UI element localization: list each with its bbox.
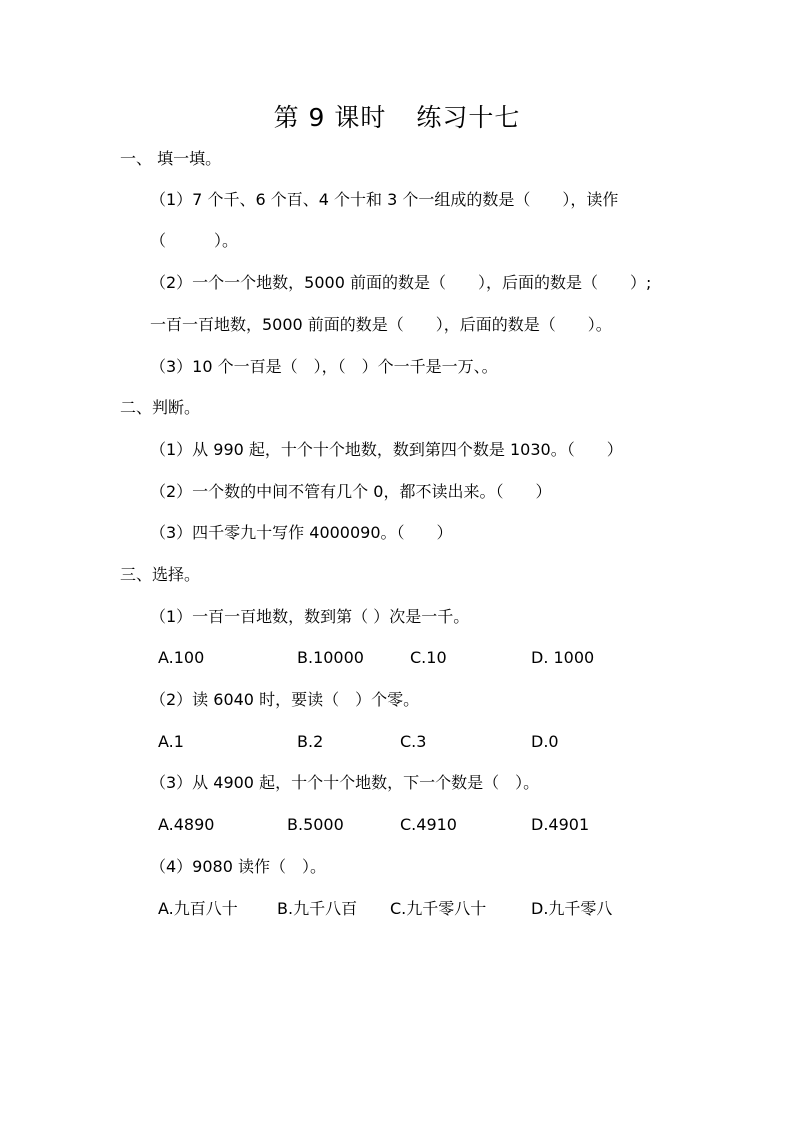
section-2-line: （2）一个数的中间不管有几个 0，都不读出来。（ ） bbox=[150, 482, 552, 501]
option-a: A.九百八十 bbox=[158, 899, 238, 918]
section-2-line: （3）四千零九十写作 4000090。（ ） bbox=[150, 523, 453, 542]
option-a: A.100 bbox=[158, 648, 205, 667]
option-d: D.九千零八 bbox=[531, 899, 613, 918]
option-d: D.4901 bbox=[531, 815, 590, 834]
page-title bbox=[0, 98, 794, 134]
section-3-question: （4）9080 读作（ ）。 bbox=[150, 857, 326, 876]
section-3-question: （1）一百一百地数，数到第（ ）次是一千。 bbox=[150, 607, 470, 626]
section-2-line: （1）从 990 起，十个十个地数，数到第四个数是 1030。（ ） bbox=[150, 440, 623, 459]
section-1-line: （3）10 个一百是（ ），（ ）个一千是一万、。 bbox=[150, 357, 498, 376]
section-2-heading: 二、判断。 bbox=[120, 398, 201, 417]
option-a: A.1 bbox=[158, 732, 184, 751]
section-3-question: （3）从 4900 起，十个十个地数，下一个数是（ ）。 bbox=[150, 773, 540, 792]
option-c: C.10 bbox=[410, 648, 447, 667]
option-d: D.0 bbox=[531, 732, 559, 751]
title-topic: 练习十七 bbox=[416, 103, 521, 132]
option-c: C.3 bbox=[400, 732, 427, 751]
title-lesson: 第 9 课时 bbox=[273, 103, 387, 132]
option-d: D. 1000 bbox=[531, 648, 595, 667]
section-1-line: （1）7 个千、6 个百、4 个十和 3 个一组成的数是（ ），读作 bbox=[150, 190, 619, 209]
section-1-line: 一百一百地数，5000 前面的数是（ ），后面的数是（ ）。 bbox=[150, 315, 612, 334]
option-c: C.4910 bbox=[400, 815, 457, 834]
section-1-line: （2）一个一个地数，5000 前面的数是（ ），后面的数是（ ）; bbox=[150, 273, 652, 292]
section-1-heading: 一、 填一填。 bbox=[120, 149, 222, 168]
option-c: C.九千零八十 bbox=[390, 899, 487, 918]
option-b: B.10000 bbox=[297, 648, 364, 667]
section-3-heading: 三、选择。 bbox=[120, 565, 201, 584]
section-3-question: （2）读 6040 时，要读（ ）个零。 bbox=[150, 690, 420, 709]
section-1-line: （ ）。 bbox=[150, 231, 239, 250]
option-a: A.4890 bbox=[158, 815, 215, 834]
option-b: B.九千八百 bbox=[277, 899, 358, 918]
option-b: B.2 bbox=[297, 732, 324, 751]
option-b: B.5000 bbox=[287, 815, 344, 834]
